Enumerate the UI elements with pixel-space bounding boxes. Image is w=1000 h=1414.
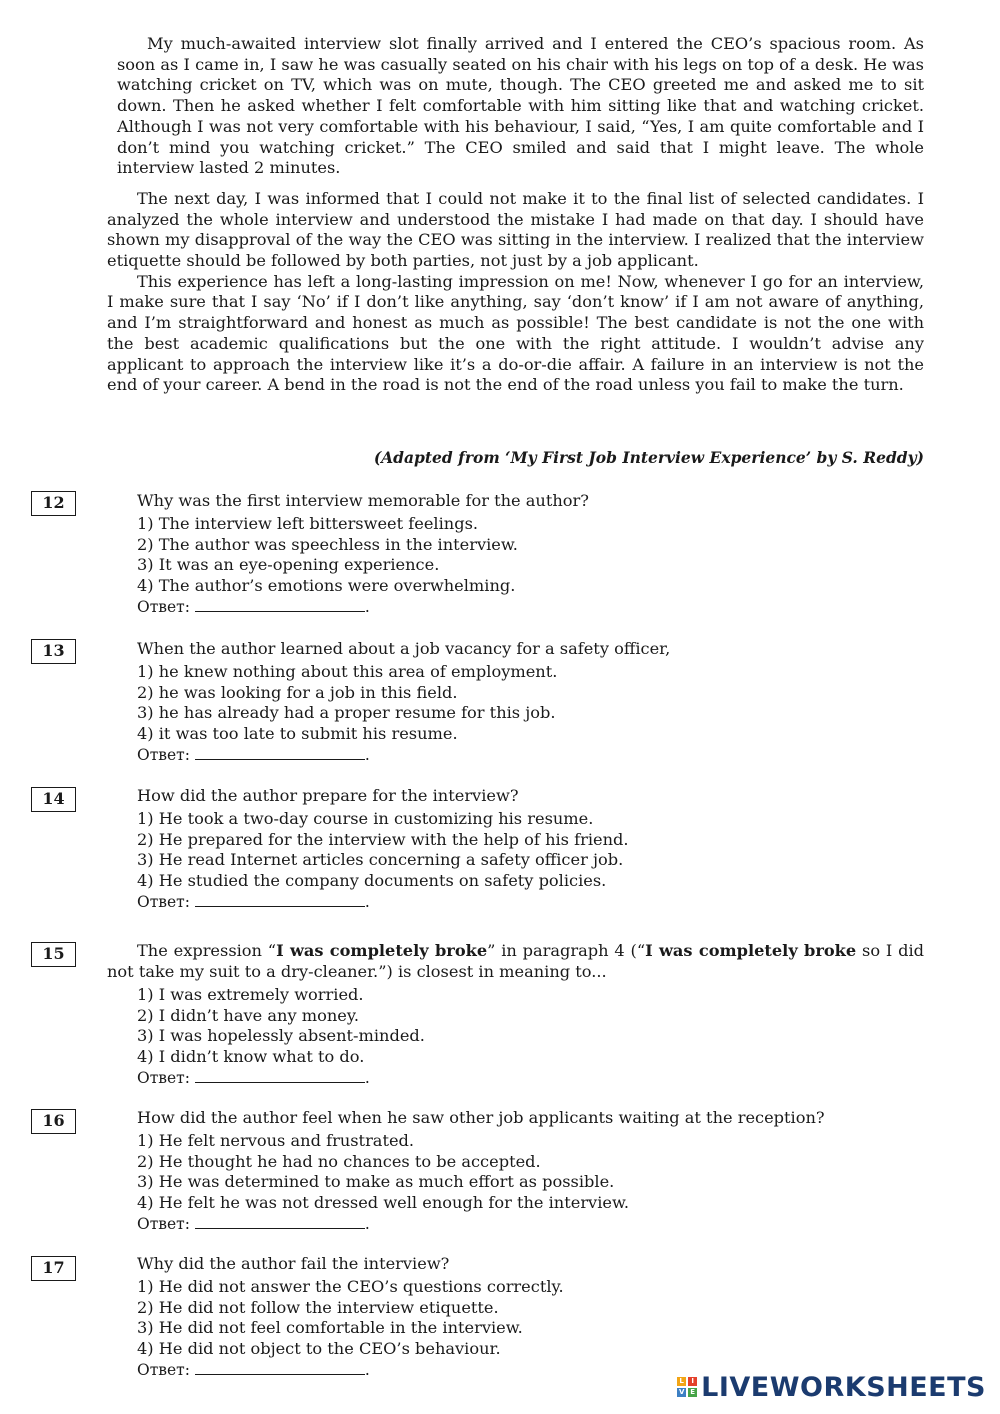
answer-option: 1) I was extremely worried. [137, 985, 364, 1004]
question-14 [107, 785, 924, 913]
liveworksheets-logo[interactable] [677, 1370, 986, 1404]
answer-row: Ответ: . [137, 597, 370, 616]
question-number-16: 16 [31, 1109, 76, 1134]
answer-option: 3) I was hopelessly absent-minded. [137, 1026, 425, 1046]
answer-option: 4) The author’s emotions were overwhelming. [137, 576, 516, 596]
answer-row: Ответ: . [137, 1068, 370, 1087]
logo-text: LIVEWORKSHEETS [701, 1371, 986, 1403]
answer-option: 3) It was an eye-opening experience. [137, 555, 440, 575]
answer-option: 4) He studied the company documents on safety policies. [137, 871, 607, 891]
answer-option: 4) it was too late to submit his resume. [137, 724, 458, 744]
answer-row: Ответ: . [137, 1360, 370, 1379]
answer-option: 2) He did not follow the interview etiquette. [137, 1297, 499, 1317]
question-number-15: 15 [31, 942, 76, 967]
answer-option: 2) He thought he had no chances to be accepted. [137, 1151, 541, 1171]
question-12 [107, 490, 924, 618]
answer-label: Ответ: [137, 1360, 190, 1379]
question-17 [107, 1253, 924, 1381]
answer-option: 2) I didn’t have any money. [137, 1005, 359, 1025]
answer-option: 4) He did not object to the CEO’s behaviour. [137, 1339, 501, 1359]
answer-option: 1) He felt nervous and frustrated. [137, 1131, 415, 1150]
answer-row: Ответ: . [137, 745, 370, 764]
question-number-13: 13 [31, 639, 76, 664]
answer-option: 2) he was looking for a job in this field. [137, 682, 458, 702]
answer-input[interactable] [195, 892, 365, 907]
answer-label: Ответ: [137, 1214, 190, 1233]
question-16 [107, 1107, 924, 1235]
answer-input[interactable] [195, 597, 365, 612]
question-number-12: 12 [31, 491, 76, 516]
answer-row: Ответ: . [137, 1214, 370, 1233]
key-expression: I was completely broke [645, 941, 857, 960]
logo-mark-icon [677, 1377, 697, 1397]
passage-source: (Adapted from ‘My First Job Interview Experience’ by S. Reddy) [373, 448, 924, 467]
answer-label: Ответ: [137, 745, 190, 764]
passage-paragraph: My much-awaited interview slot finally arrived and I entered the CEO’s spacious room. As soon as I came in, I saw he was casually seated on his chair with his legs on top of a desk. He was watching cricket on TV, which was on mute, though. The CEO greeted me and asked me to sit down. Then he asked whether I felt comfortable with him sitting like that and watching cricket. Although I was not very comfortable with his behaviour, I said, “Yes, I am quite comfortable and I don’t mind you watching cricket.” The CEO smiled and said that I might leave. The whole interview lasted 2 minutes. [117, 34, 924, 178]
answer-label: Ответ: [137, 597, 190, 616]
answer-option: 4) He felt he was not dressed well enough for the interview. [137, 1193, 630, 1213]
question-text: The expression “I was completely broke” in paragraph 4 (“I was completely broke so I did not take my suit to a dry-cleaner.”) is closest in meaning to... [107, 941, 924, 981]
answer-label: Ответ: [137, 892, 190, 911]
answer-option: 3) He did not feel comfortable in the interview. [137, 1318, 523, 1338]
question-text: When the author learned about a job vacancy for a safety officer, [137, 639, 671, 658]
answer-option: 1) he knew nothing about this area of employment. [137, 662, 558, 681]
question-text: How did the author feel when he saw other job applicants waiting at the reception? [137, 1108, 825, 1127]
question-15 [107, 940, 924, 1089]
answer-input[interactable] [195, 1068, 365, 1083]
answer-row: Ответ: . [137, 892, 370, 911]
passage-paragraph: The next day, I was informed that I could not make it to the final list of selected candidates. I analyzed the whole interview and understood the mistake I had made on that day. I should have shown my disapproval of the way the CEO was sitting in the interview. I realized that the interview etiquette should be followed by both parties, not just by a job applicant. [107, 188, 924, 271]
answer-option: 1) He did not answer the CEO’s questions correctly. [137, 1277, 564, 1296]
question-number-17: 17 [31, 1256, 76, 1281]
answer-option: 3) He read Internet articles concerning a safety officer job. [137, 850, 624, 870]
reading-passage [107, 34, 924, 406]
logo-mark-tile: I [688, 1377, 697, 1386]
question-text: How did the author prepare for the interview? [137, 786, 519, 805]
question-number-14: 14 [31, 787, 76, 812]
answer-option: 2) He prepared for the interview with the help of his friend. [137, 829, 629, 849]
logo-mark-tile: E [688, 1388, 697, 1397]
answer-option: 2) The author was speechless in the interview. [137, 534, 518, 554]
logo-mark-tile: L [677, 1377, 686, 1386]
passage-paragraph: This experience has left a long-lasting impression on me! Now, whenever I go for an interview, I make sure that I say ‘No’ if I don’t like anything, say ‘don’t know’ if I am not aware of anything, and I’m straightforward and honest as much as possible! The best candidate is not the one with the best academic qualifications but the one with the right attitude. I wouldn’t advise any applicant to approach the interview like it’s a do-or-die affair. A failure in an interview is not the end of your career. A bend in the road is not the end of the road unless you fail to make the turn. [107, 271, 924, 395]
answer-option: 3) He was determined to make as much effort as possible. [137, 1172, 615, 1192]
key-expression: I was completely broke [276, 941, 488, 960]
question-text: Why did the author fail the interview? [137, 1254, 450, 1273]
answer-option: 3) he has already had a proper resume for this job. [137, 703, 556, 723]
logo-mark-tile: V [678, 1388, 685, 1396]
answer-input[interactable] [195, 1360, 365, 1375]
answer-label: Ответ: [137, 1068, 190, 1087]
answer-option: 1) He took a two-day course in customizing his resume. [137, 809, 594, 828]
question-13 [107, 638, 924, 766]
answer-option: 4) I didn’t know what to do. [137, 1047, 365, 1067]
answer-input[interactable] [195, 1214, 365, 1229]
answer-input[interactable] [195, 745, 365, 760]
question-text: Why was the first interview memorable for the author? [137, 491, 589, 510]
answer-option: 1) The interview left bittersweet feelings. [137, 514, 479, 533]
